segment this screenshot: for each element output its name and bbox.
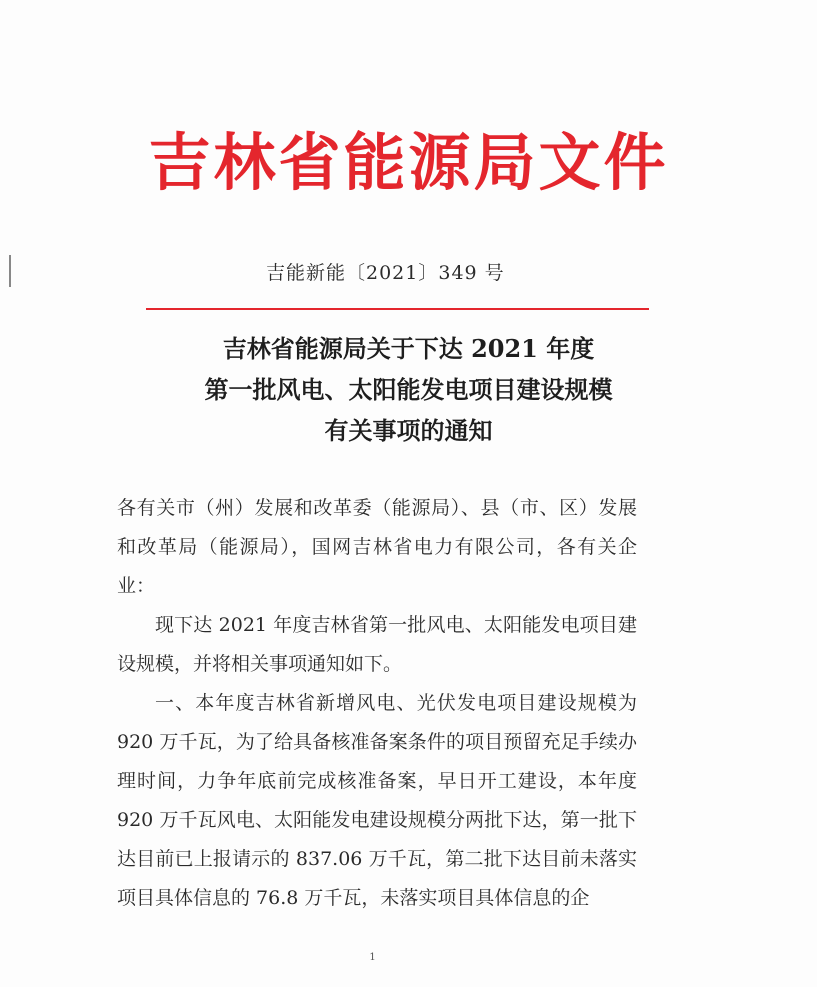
masthead-title: 吉林省能源局文件 (148, 126, 669, 199)
red-divider-line (146, 308, 649, 310)
body-text (117, 489, 637, 918)
document-number: 吉能新能〔2021〕349 号 (266, 262, 505, 284)
scan-edge-mark (9, 255, 11, 287)
title-line-1: 吉林省能源局关于下达 2021 年度 (222, 334, 595, 363)
item-one-paragraph: 一、本年度吉林省新增风电、光伏发电项目建设规模为 920 万千瓦，为了给具备核准备案条件的项目预留充足手续办理时间，力争年底前完成核准备案，早日开工建设，本年度 920 万千瓦风电、太阳能发电建设规模分两批下达，第一批下达目前已上报请示的 837.06 万千瓦，第二批下达目前未落实项目具体信息的 76.8 万千瓦，未落实项目具体信息的企 (117, 692, 637, 909)
page-number: 1 (369, 952, 376, 963)
addressee-paragraph: 各有关市（州）发展和改革委（能源局）、县（市、区）发展和改革局（能源局），国网吉林省电力有限公司，各有关企业： (117, 497, 637, 597)
title-line-3: 有关事项的通知 (324, 416, 493, 445)
notice-title (0, 328, 817, 451)
title-line-2: 第一批风电、太阳能发电项目建设规模 (204, 375, 613, 404)
intro-paragraph: 现下达 2021 年度吉林省第一批风电、太阳能发电项目建设规模，并将相关事项通知如下。 (117, 614, 637, 675)
